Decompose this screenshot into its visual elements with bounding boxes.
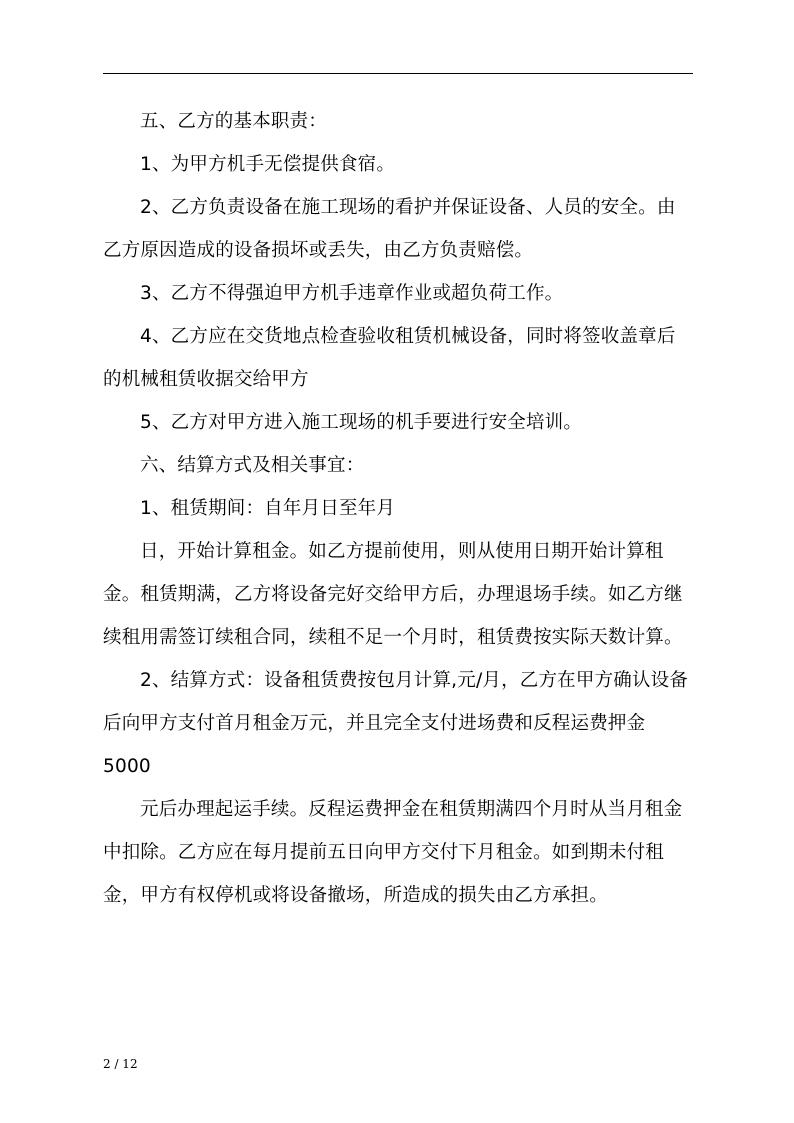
- document-body: [103, 100, 693, 917]
- paragraph: 5、乙方对甲方进入施工现场的机手要进行安全培训。: [140, 412, 583, 433]
- paragraph: 日，开始计算租金。如乙方提前使用，则从使用日期开始计算租金。租赁期满，乙方将设备完好交给甲方后，办理退场手续。如乙方继续租用需签订续租合同，续租不足一个月时，租赁费按实际天数计算。: [103, 541, 683, 648]
- page-number: 2 / 12: [103, 1057, 138, 1071]
- paragraph: 3、乙方不得强迫甲方机手违章作业或超负荷工作。: [140, 283, 564, 304]
- paragraph: 4、乙方应在交货地点检查验收租赁机械设备，同时将签收盖章后的机械租赁收据交给甲方: [103, 326, 676, 390]
- paragraph: 1、租赁期间：自年月日至年月: [140, 498, 396, 519]
- paragraph: 2、乙方负责设备在施工现场的看护并保证设备、人员的安全。由乙方原因造成的设备损坏或丢失，由乙方负责赔偿。: [103, 197, 676, 261]
- section-heading-5: 五、乙方的基本职责：: [140, 111, 328, 132]
- paragraph: 元后办理起运手续。反程运费押金在租赁期满四个月时从当月租金中扣除。乙方应在每月提前五日向甲方交付下月租金。如到期未付租金，甲方有权停机或将设备撤场，所造成的损失由乙方承担。: [103, 799, 683, 906]
- paragraph: 1、为甲方机手无偿提供食宿。: [140, 154, 396, 175]
- paragraph: 2、结算方式：设备租赁费按包月计算,元/月，乙方在甲方确认设备后向甲方支付首月租金万元，并且完全支付进场费和反程运费押金5000: [103, 670, 689, 777]
- header-rule: [103, 73, 693, 74]
- section-heading-6: 六、结算方式及相关事宜：: [140, 455, 365, 476]
